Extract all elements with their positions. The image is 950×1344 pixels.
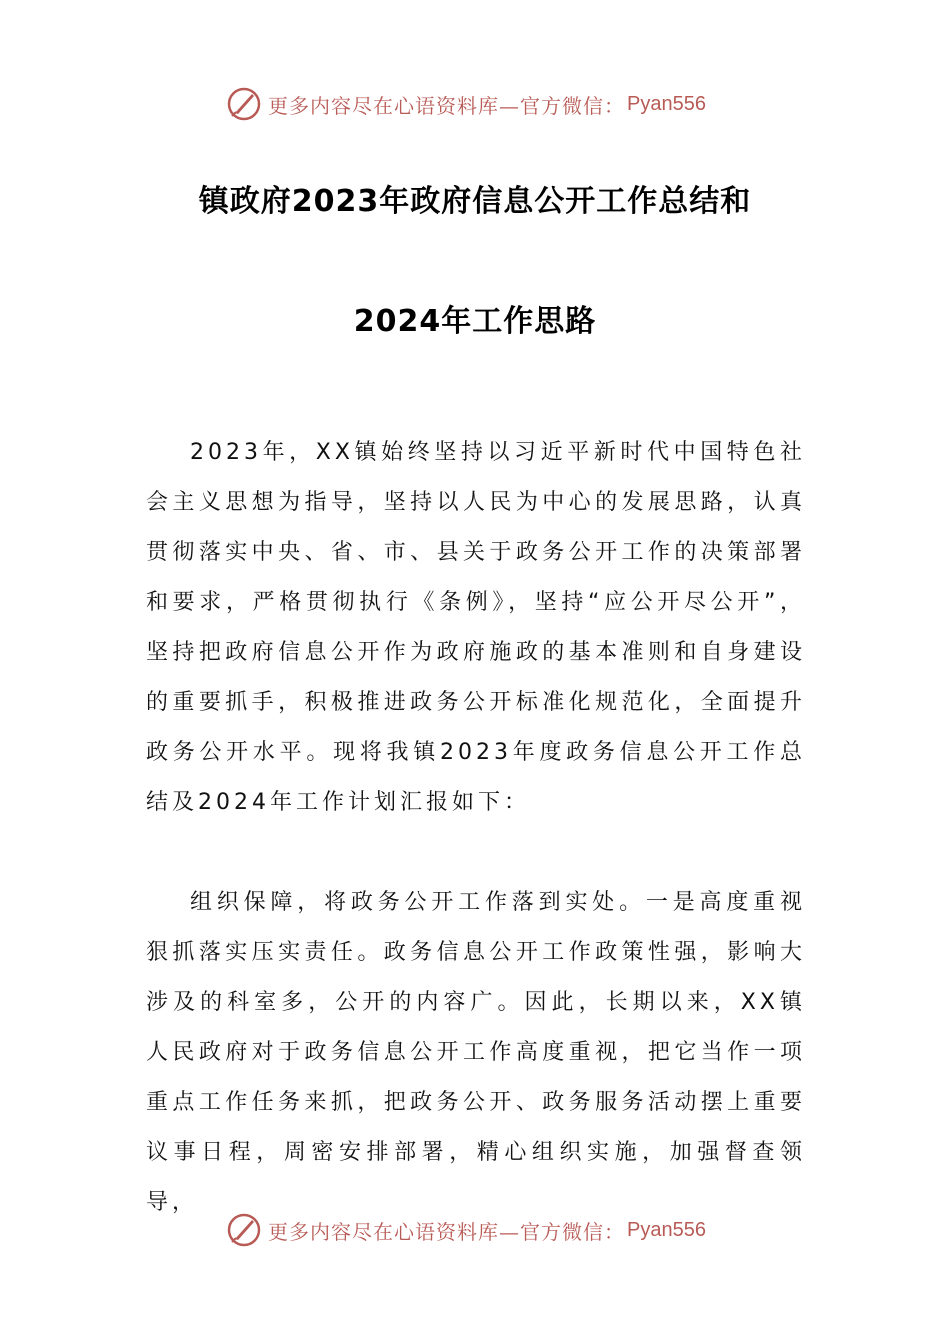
body-paragraph-1: 2023年，XX镇始终坚持以习近平新时代中国特色社会主义思想为指导，坚持以人民为中心的发展思路，认真贯彻落实中央、省、市、县关于政务公开工作的决策部署和要求，严格贯彻执行《条例》，坚持“应公开尽公开”，坚持把政府信息公开作为政府施政的基本准则和自身建设的重要抓手，积极推进政务公开标准化规范化，全面提升政务公开水平。现将我镇2023年度政务信息公开工作总结及2024年工作计划汇报如下： xyxy=(146,440,806,815)
watermark-text: 更多内容尽在心语资料库—官方微信： xyxy=(268,1219,625,1244)
watermark-footer xyxy=(226,1210,706,1250)
watermark-wechat-id: Pyan556 xyxy=(627,92,706,115)
document-title-line-2: 2024年工作思路 xyxy=(353,304,597,339)
watermark-header xyxy=(226,84,706,124)
body-paragraph-2: 组织保障，将政务公开工作落到实处。一是高度重视狠抓落实压实责任。政务信息公开工作政策性强，影响大涉及的科室多，公开的内容广。因此，长期以来，XX镇人民政府对于政务信息公开工作高度重视，把它当作一项重点工作任务来抓，把政务公开、政务服务活动摆上重要议事日程，周密安排部署，精心组织实施，加强督查领导， xyxy=(146,890,806,1215)
watermark-wechat-id: Pyan556 xyxy=(627,1218,706,1241)
document-title-line-1: 镇政府2023年政府信息公开工作总结和 xyxy=(198,184,752,219)
quill-logo-icon xyxy=(226,1212,262,1248)
quill-logo-icon xyxy=(226,86,262,122)
watermark-text: 更多内容尽在心语资料库—官方微信： xyxy=(268,93,625,118)
